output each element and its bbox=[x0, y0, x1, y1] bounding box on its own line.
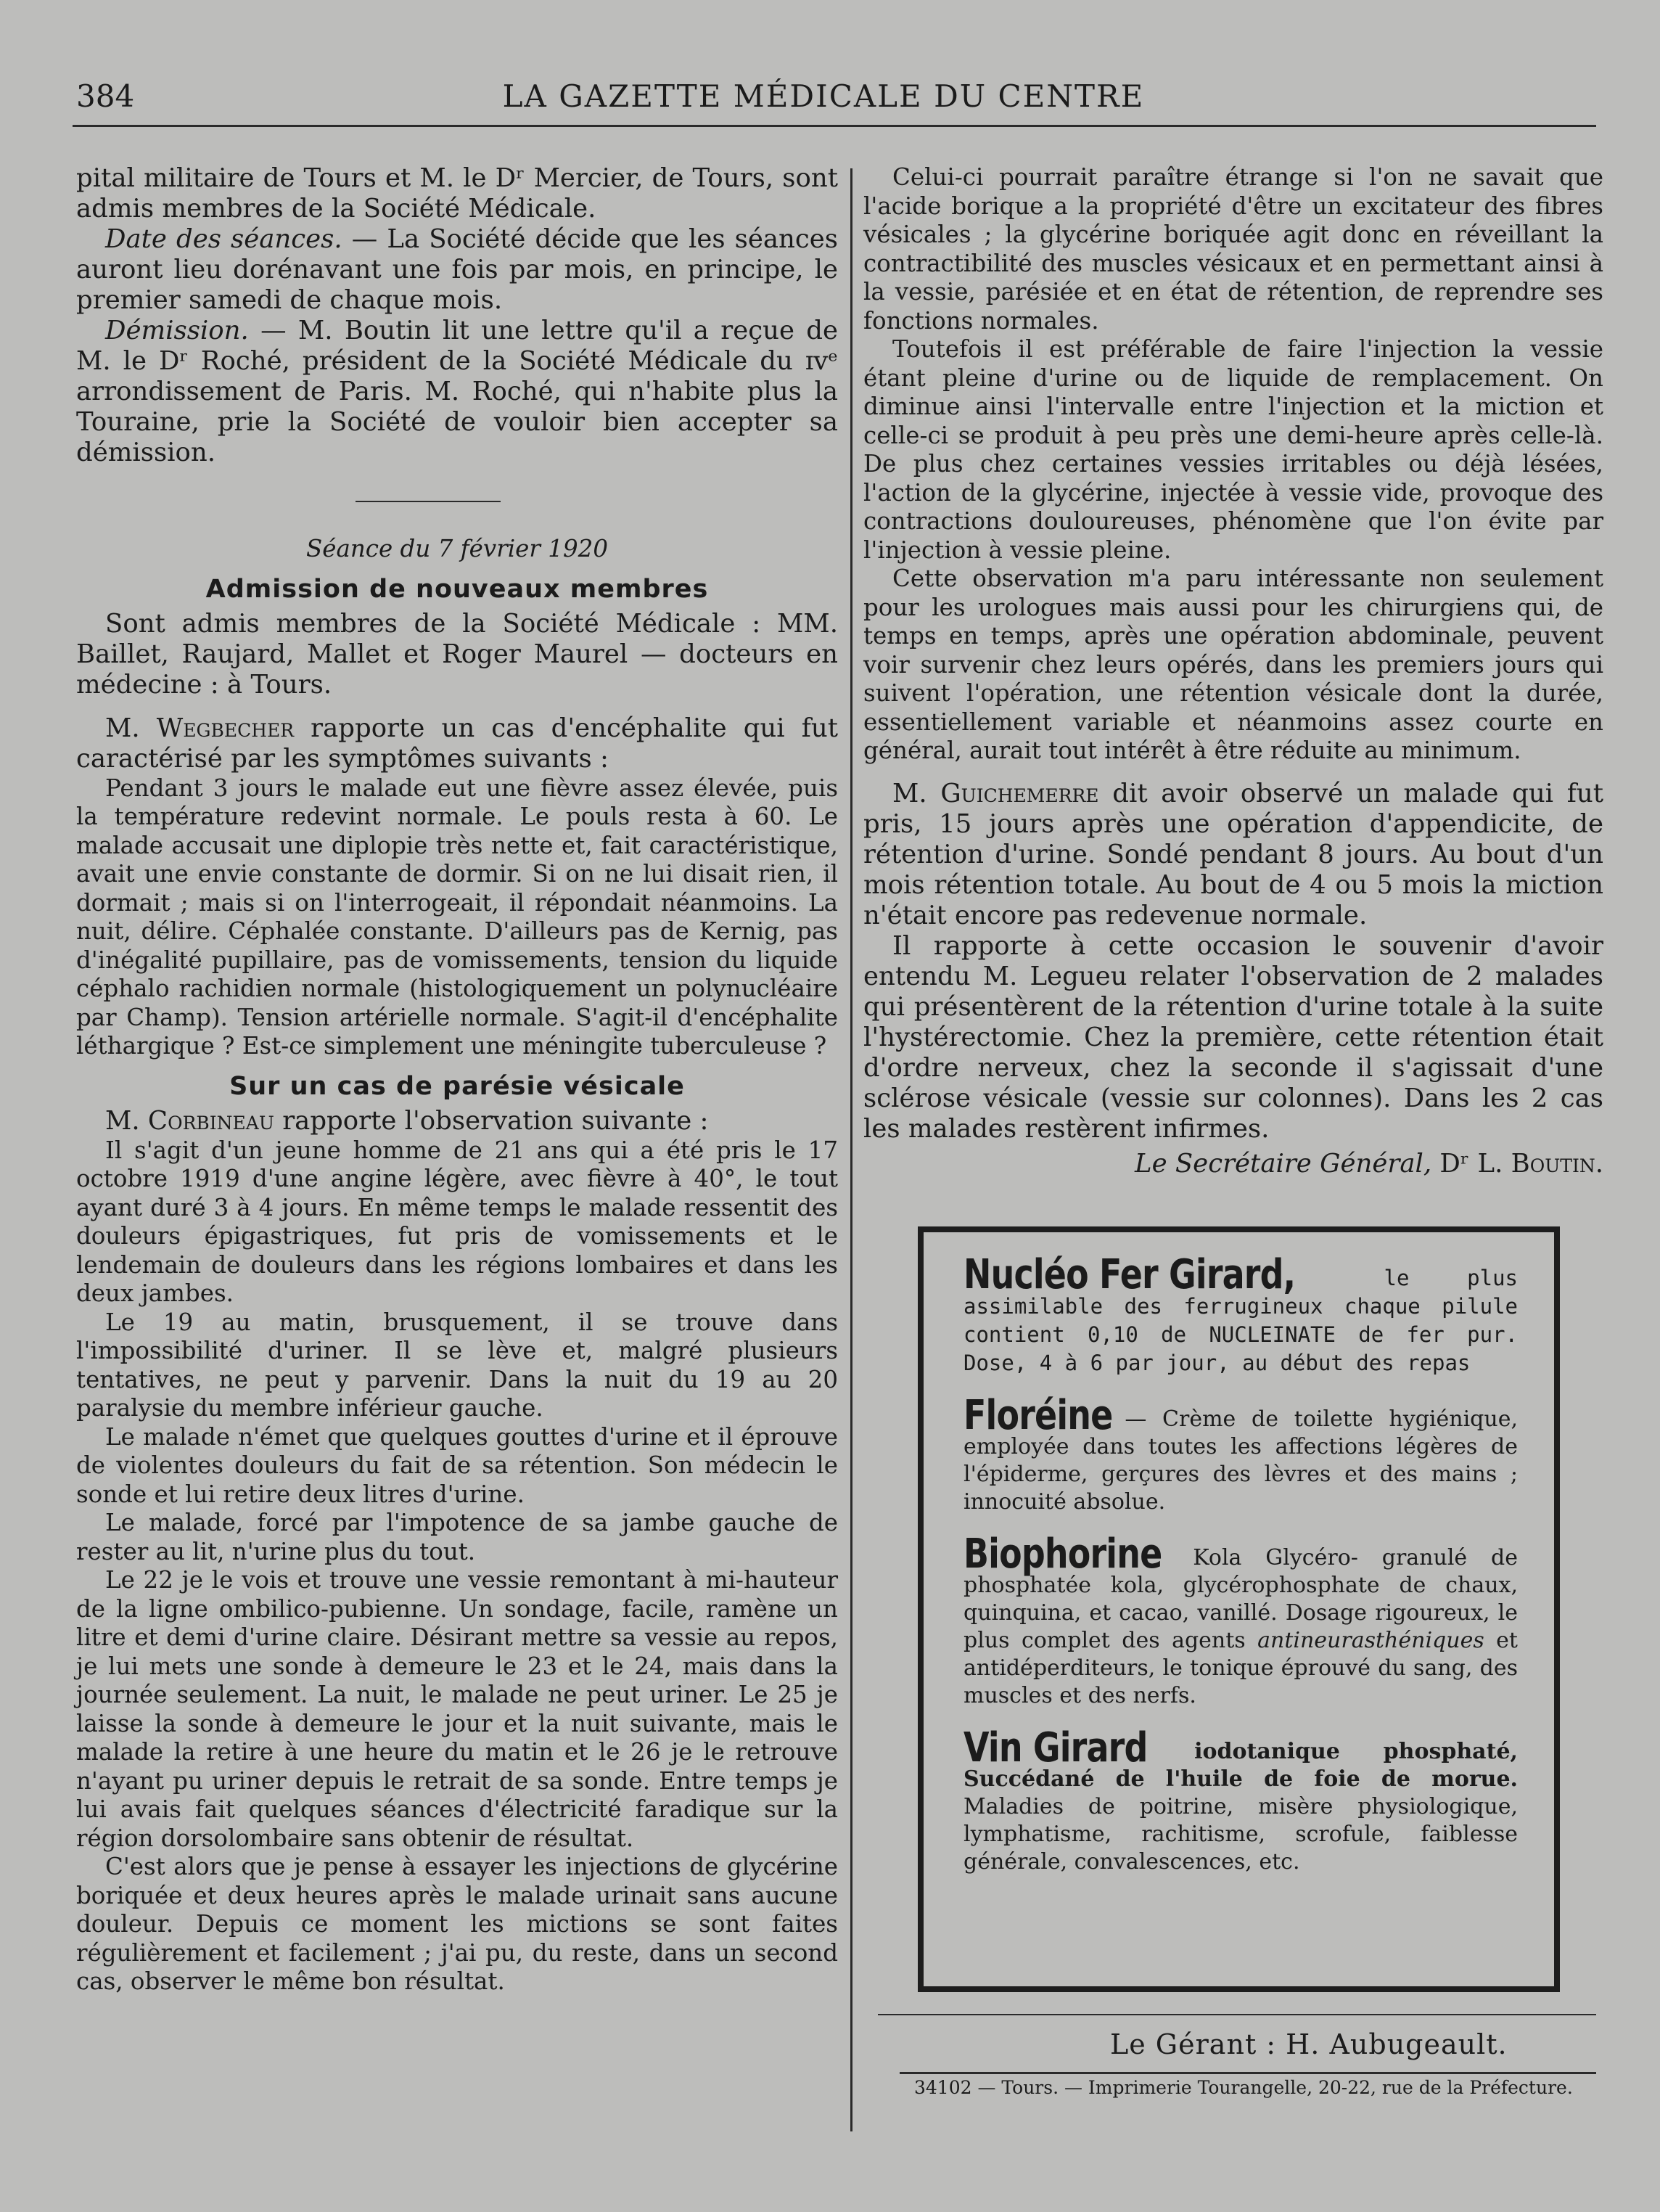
paragraph: M. Corbineau rapporte l'observation suivante : bbox=[105, 1105, 709, 1136]
case-report: Le malade n'émet que quelques gouttes d'urine et il éprouve de violentes douleurs du fait de sa rétention. Son médecin le sonde et lui retire deux litres d'urine. bbox=[76, 1422, 838, 1508]
left-column bbox=[76, 163, 838, 1996]
footer-rule bbox=[878, 2014, 1596, 2015]
case-report: Le malade, forcé par l'impotence de sa jambe gauche de rester au lit, n'urine plus du tout. bbox=[76, 1509, 838, 1565]
case-report: C'est alors que je pense à essayer les injections de glycérine boriquée et deux heures après le malade urinait sans aucune douleur. Depuis ce moment les mictions se sont faites régulièrement et facilement ; j'ai pu, du reste, dans un second cas, observer le même bon résultat. bbox=[76, 1853, 838, 1995]
section-heading: Sur un cas de parésie vésicale bbox=[229, 1071, 685, 1101]
ad-entry bbox=[963, 1392, 1518, 1516]
journal-title: LA GAZETTE MÉDICALE DU CENTRE bbox=[502, 78, 1145, 114]
paragraph bbox=[76, 316, 838, 468]
paragraph: Sont admis membres de la Société Médicale : MM. Baillet, Raujard, Mallet et Roger Maurel — docteurs en médecine : à Tours. bbox=[76, 608, 838, 700]
ad-entry bbox=[963, 1531, 1518, 1710]
case-report: Le 19 au matin, brusquement, il se trouve dans l'impossibilité d'uriner. Il se lève et, malgré plusieurs tentatives, ne peut y parvenir. Dans la nuit du 19 au 20 paralysie du membre inférieur gauche. bbox=[76, 1308, 838, 1422]
paragraph-text: rapporte l'observation suivante : bbox=[274, 1105, 709, 1136]
case-report: Le 22 je le vois et trouve une vessie remontant à mi-hauteur de la ligne ombilico-pubienne. Un sondage, facile, ramène un litre et demi d'urine claire. Désirant mettre sa vessie au repos, je lui mets une sonde à demeure le 23 et le 24, mais dans la journée seulement. La nuit, le malade ne peut uriner. Le 25 je laisse la sonde à demeure le jour et la nuit suivante, mais le malade la retire à une heure du matin et le 26 je le retrouve n'ayant pu uriner depuis le retrait de sa sonde. Entre temps je lui avais fait quelques séances d'électricité faradique sur la région dorsolombaire sans obtenir de résultat. bbox=[76, 1566, 838, 1852]
paragraph: M. Guichemerre dit avoir observé un malade qui fut pris, 15 jours après une opération d'appendicite, de rétention d'urine. Sondé pendant 8 jours. Au bout d'un mois rétention totale. Au bout de 4 ou 5 mois la miction n'était encore pas redevenue normale. bbox=[863, 778, 1603, 930]
separator bbox=[356, 501, 501, 502]
header-rule bbox=[73, 125, 1596, 127]
section-heading: Admission de nouveaux membres bbox=[205, 574, 709, 604]
paragraph: pital militaire de Tours et M. le Dʳ Mercier, de Tours, sont admis membres de la Société Médicale. bbox=[76, 163, 838, 224]
manager-signature: Le Gérant : H. Aubugeault. bbox=[1110, 2028, 1508, 2060]
ad-text-italic: antineurasthéniques bbox=[1257, 1628, 1484, 1653]
advertisement-box bbox=[918, 1226, 1560, 1992]
case-report: Celui-ci pourrait paraître étrange si l'on ne savait que l'acide borique a la propriété d'être un excitateur des fibres vésicales ; la glycérine boriquée agit donc en réveillant la contractibilité des muscles vésicaux et en permettant ainsi à la vessie, parésiée et en état de rétention, de reprendre ses fonctions normales. bbox=[863, 163, 1603, 335]
case-report: Il s'agit d'un jeune homme de 21 ans qui a été pris le 17 octobre 1919 d'une angine légère, avec fièvre à 40°, le tout ayant duré 3 à 4 jours. En même temps le malade ressentit des douleurs épigastriques, fut pris de vomissements et le lendemain de douleurs dans les régions lombaires et dans les deux jambes. bbox=[76, 1136, 838, 1307]
speaker-name: Corbineau bbox=[147, 1105, 274, 1136]
signature-name: Dʳ L. Boutin. bbox=[1439, 1148, 1603, 1179]
running-header bbox=[76, 78, 1596, 122]
ad-brand: Floréine bbox=[963, 1392, 1113, 1439]
paragraph-text: dit avoir observé un malade qui fut pris, 15 jours après une opération d'appendicite, de rétention d'urine. Sondé pendant 8 jours. Au bout d'un mois rétention totale. Au bout de 4 ou 5 mois la miction n'était encore pas redevenue normale. bbox=[863, 778, 1603, 930]
paragraph: Il rapporte à cette occasion le souvenir d'avoir entendu M. Legueu relater l'observation de 2 malades qui présentèrent de la rétention d'urine totale à la suite l'hystérectomie. Chez la première, cette rétention était d'ordre nerveux, chez la seconde il s'agissait d'une sclérose vésicale (vessie sur colonnes). Dans les 2 cas les malades restèrent infirmes. bbox=[863, 930, 1603, 1144]
ad-text: le plus assimilable des ferrugineux chaque pilule contient 0,10 de NUCLEINATE de fer pur. Dose, 4 à 6 par jour, au début des repas bbox=[963, 1266, 1518, 1375]
section-label: Date des séances. bbox=[105, 224, 342, 254]
ad-text: et antidéperditeurs, le tonique éprouvé du sang, des muscles et des nerfs. bbox=[963, 1628, 1518, 1708]
right-column bbox=[863, 163, 1603, 1179]
ad-text-bold: iodotanique phosphaté, Succédané de l'huile de foie de morue. bbox=[963, 1739, 1518, 1792]
section-label: Démission. bbox=[105, 316, 249, 345]
speaker-name: Wegbecher bbox=[156, 713, 295, 743]
session-date: Séance du 7 février 1920 bbox=[305, 535, 608, 562]
paragraph: M. Wegbecher rapporte un cas d'encéphalite qui fut caractérisé par les symptômes suivants : bbox=[76, 713, 839, 774]
printer-imprint: 34102 — Tours. — Imprimerie Tourangelle, 20-22, rue de la Préfecture. bbox=[914, 2077, 1573, 2098]
speaker-name: Guichemerre bbox=[940, 778, 1099, 808]
ad-entry bbox=[963, 1251, 1518, 1377]
signature bbox=[863, 1149, 1603, 1179]
paragraph-text: — La Société décide que les séances auront lieu dorénavant une fois par mois, en principe, le premier samedi de chaque mois. bbox=[76, 224, 839, 315]
ad-brand: Nucléo Fer Girard, bbox=[963, 1251, 1296, 1298]
ad-brand: Biophorine bbox=[963, 1531, 1162, 1578]
ad-text: Kola Glycéro- granulé de phosphatée kola, glycérophosphate de chaux, quinquina, et cacao, vanillé. Dosage rigoureux, le plus complet des agents bbox=[963, 1545, 1518, 1653]
ad-text: Maladies de poitrine, misère physiologique, lymphatisme, rachitisme, scrofule, faiblesse générale, convalescences, etc. bbox=[963, 1794, 1518, 1875]
column-divider bbox=[850, 168, 852, 2131]
ad-text: — Crème de toilette hygiénique, employée dans toutes les affections légères de l'épiderme, gerçures des lèvres et des mains ; innocuité absolue. bbox=[963, 1406, 1518, 1515]
case-report: Cette observation m'a paru intéressante non seulement pour les urologues mais aussi pour les chirurgiens qui, de temps en temps, après une opération abdominale, peuvent voir survenir chez leurs opérés, dans les premiers jours qui suivent l'opération, une rétention vésicale dont la durée, essentiellement variable et néanmoins assez courte en général, aurait tout intérêt à être réduite au minimum. bbox=[863, 565, 1603, 764]
signature-title: Le Secrétaire Général, bbox=[1135, 1148, 1432, 1179]
paragraph bbox=[76, 224, 838, 316]
paragraph-text: — M. Boutin lit une lettre qu'il a reçue de M. le Dʳ Roché, président de la Société Médicale du ɪvᵉ arrondissement de Paris. M. Roché, qui n'habite plus la Touraine, prie la Société de vouloir bien accepter sa démission. bbox=[76, 316, 838, 467]
case-report: Pendant 3 jours le malade eut une fièvre assez élevée, puis la température redevint normale. Le pouls resta à 60. Le malade accusait une diplopie très nette et, fait caractéristique, avait une envie constante de dormir. Si on ne lui disait rien, il dormait ; mais si on l'interrogeait, il répondait néanmoins. La nuit, délire. Céphalée constante. D'ailleurs pas de Kernig, pas d'inégalité pupillaire, pas de vomissements, tension du liquide céphalo rachidien normale (histologiquement un polynucléaire par Champ). Tension artérielle normale. S'agit-il d'encéphalite léthargique ? Est-ce simplement une méningite tuberculeuse ? bbox=[76, 774, 838, 1060]
page-number: 384 bbox=[76, 78, 135, 114]
ad-brand: Vin Girard bbox=[963, 1724, 1148, 1771]
case-report: Toutefois il est préférable de faire l'injection la vessie étant pleine d'urine ou de liquide de remplacement. On diminue ainsi l'intervalle entre l'injection et la miction et celle-ci se produit à peu près une demi-heure après celle-là. De plus chez certaines vessies irritables ou déjà lésées, l'action de la glycérine, injectée à vessie vide, provoque des contractions douloureuses, phénomène que l'on évite par l'injection à vessie pleine. bbox=[863, 335, 1603, 564]
ad-entry bbox=[963, 1724, 1518, 1876]
paragraph-text: rapporte un cas d'encéphalite qui fut caractérisé par les symptômes suivants : bbox=[76, 713, 839, 774]
imprint-rule bbox=[900, 2072, 1596, 2074]
